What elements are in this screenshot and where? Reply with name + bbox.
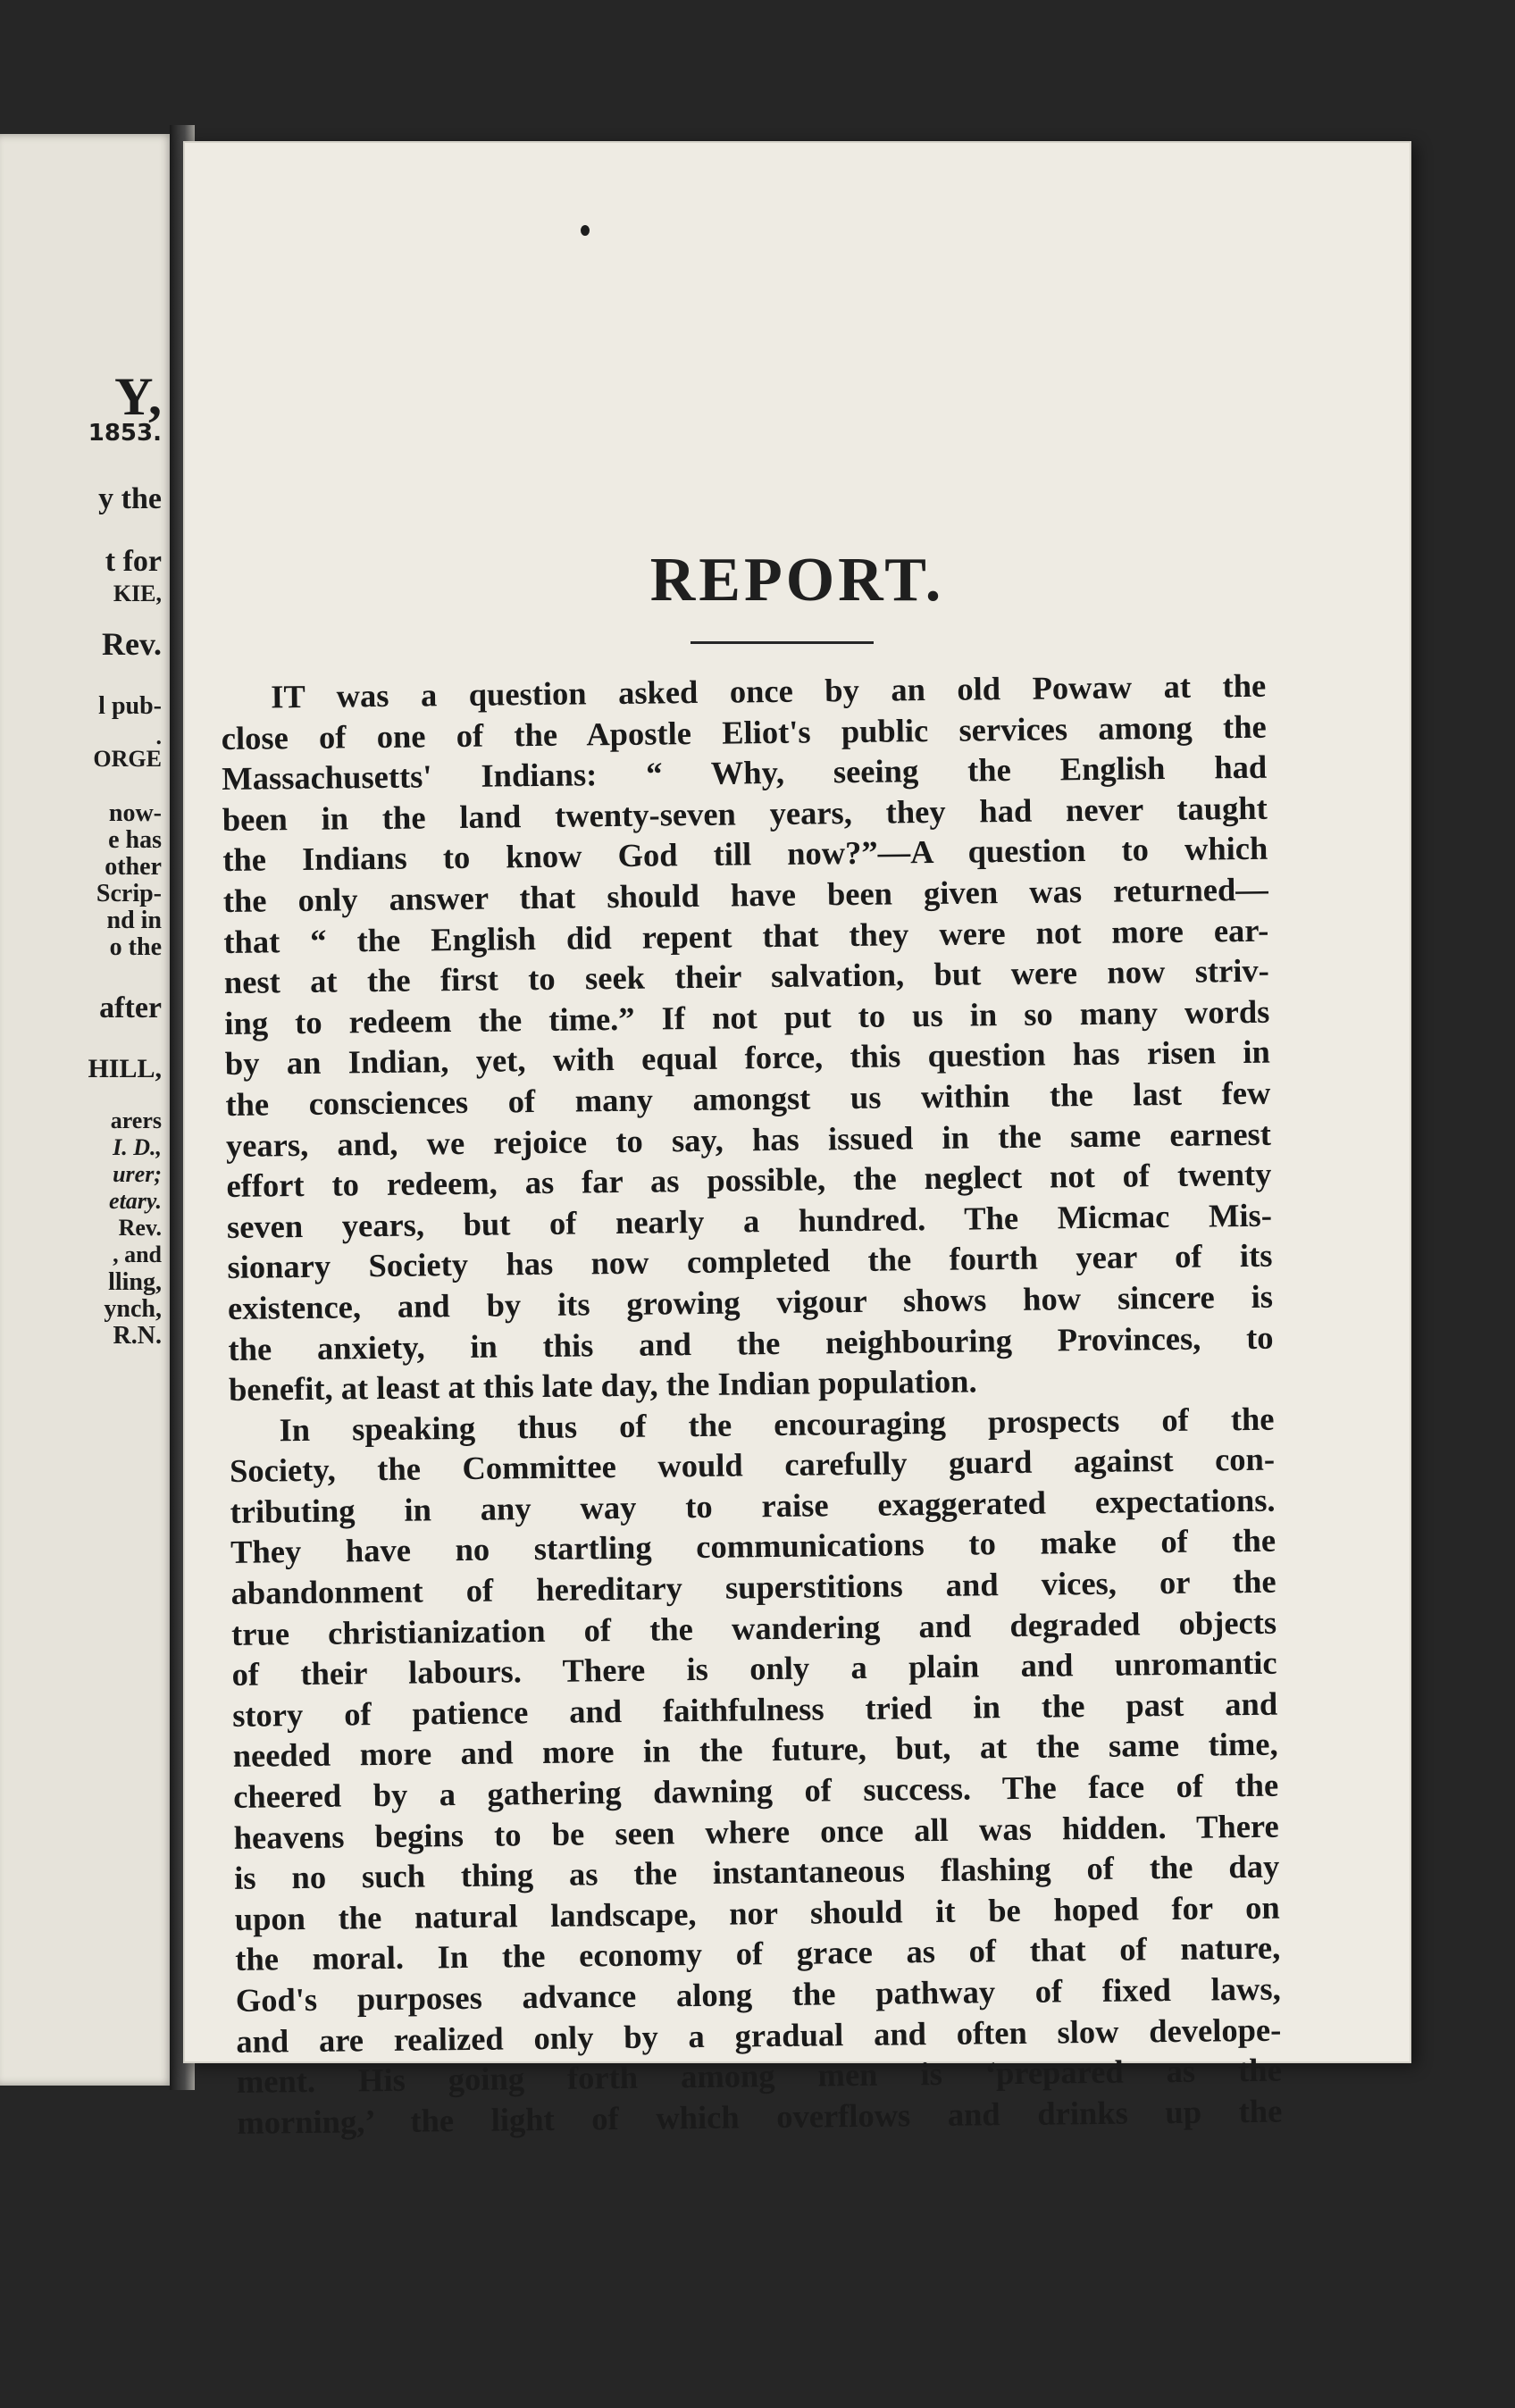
left-page-text-fragment: I. D., <box>113 1134 162 1160</box>
report-text-line: nest at the first to seek their salvation, but were now striv- <box>223 951 1270 1001</box>
left-page-text-fragment: now- <box>108 799 162 827</box>
report-text-line: In speaking thus of the encouraging prospects of the <box>279 1400 1275 1448</box>
report-text-line: ing to redeem the time.” If not put to us in so many words <box>224 992 1270 1041</box>
heading-rule <box>691 641 874 644</box>
report-text-line: upon the natural landscape, nor should it be hoped for on <box>234 1888 1280 1937</box>
left-page-text-fragment: Rev. <box>102 626 162 662</box>
report-text-line: and are realized only by a gradual and often slow develope- <box>236 2011 1282 2060</box>
report-text-line: years, and, we rejoice to say, has issued in the same earnest <box>225 1115 1272 1164</box>
left-page-text-fragment: nd in <box>106 907 162 934</box>
report-text-line: of their labours. There is only a plain and unromantic <box>231 1643 1277 1693</box>
report-text-line: effort to redeem, as far as possible, the neglect not of twenty <box>226 1155 1272 1205</box>
left-page-text-fragment: ynch, <box>104 1295 162 1323</box>
report-text-line: sionary Society has now completed the fourth year of its <box>227 1236 1273 1286</box>
report-text-line: IT was a question asked once by an old Powaw at the <box>271 666 1267 715</box>
left-page-text-fragment: after <box>99 991 162 1024</box>
report-text-line: benefit, at least at this late day, the Indian population. <box>228 1362 977 1409</box>
left-page-text-fragment: o the <box>109 933 162 961</box>
left-page-text-fragment: l pub- <box>98 692 162 720</box>
report-text-line: morning,’ the light of which overflows and drinks up the <box>237 2092 1283 2141</box>
left-page-text-fragment: 1853. <box>88 420 162 447</box>
left-page-text-fragment: e has <box>108 826 162 854</box>
report-text-line: Massachusetts' Indians: “ Why, seeing the English had <box>222 748 1268 798</box>
report-text-line: ment. His going forth among men is ‘prepared as the <box>236 2051 1282 2101</box>
report-body <box>221 665 1283 2144</box>
left-page-text-fragment: other <box>105 853 162 881</box>
left-page-text-fragment: . <box>155 723 162 749</box>
report-page <box>183 141 1411 2141</box>
report-text-line: the anxiety, in this and the neighbouring Provinces, to <box>228 1318 1274 1367</box>
left-page-text-fragment: KIE, <box>113 581 162 606</box>
report-text-line: the Indians to know God till now?”—A question to which <box>222 830 1268 879</box>
report-text-line: is no such thing as the instantaneous flashing of the day <box>234 1847 1280 1897</box>
left-page-text-fragment: R.N. <box>113 1322 162 1350</box>
left-page-text-fragment: Scrip- <box>96 880 162 907</box>
report-text-line: the consciences of many amongst us within the last few <box>225 1074 1271 1123</box>
left-page-fragment <box>0 134 174 2086</box>
report-text-line: close of one of the Apostle Eliot's public services among the <box>221 707 1267 757</box>
report-text-line: existence, and by its growing vigour shows how sincere is <box>227 1277 1274 1326</box>
report-heading: REPORT. <box>649 546 945 615</box>
left-page-text-fragment: arers <box>110 1108 162 1133</box>
left-page-text-fragment: t for <box>105 545 162 578</box>
report-text-line: abandonment of hereditary superstitions and vices, or the <box>230 1562 1276 1611</box>
left-page-text-fragment: lling, <box>108 1268 162 1296</box>
report-text-line: the moral. In the economy of grace as of that of nature, <box>235 1929 1281 1978</box>
report-text-line: cheered by a gathering dawning of success. The face of the <box>232 1766 1279 1815</box>
report-text-line: tributing in any way to raise exaggerated expectations. <box>230 1481 1276 1530</box>
left-page-text-fragment: , and <box>113 1242 162 1267</box>
report-text-line: that “ the English did repent that they were not more ear- <box>223 911 1269 960</box>
report-text-line: been in the land twenty-seven years, they had never taught <box>222 789 1268 838</box>
report-text-line: They have no startling communications to make of the <box>230 1522 1276 1571</box>
report-text-line: the only answer that should have been given was returned— <box>222 870 1268 919</box>
left-page-text-fragment: ORGE <box>93 746 162 772</box>
report-text-line: by an Indian, yet, with equal force, this question has risen in <box>224 1033 1271 1083</box>
ink-speck <box>581 225 590 236</box>
report-text-line: story of patience and faithfulness tried in the past and <box>231 1685 1278 1734</box>
left-page-text-fragment: y the <box>98 482 162 515</box>
left-page-text-fragment: urer; <box>113 1161 162 1187</box>
left-page-text-fragment: HILL, <box>88 1054 162 1083</box>
report-text-line: needed more and more in the future, but, at the same time, <box>232 1726 1278 1775</box>
report-text-line: true christianization of the wandering and degraded objects <box>230 1603 1277 1652</box>
left-page-text-fragment: etary. <box>109 1188 162 1214</box>
report-text-line: God's purposes advance along the pathway of fixed laws, <box>235 1969 1281 2019</box>
report-text-line: heavens begins to be seen where once all was hidden. There <box>233 1807 1279 1856</box>
left-page-text-fragment: Y, <box>114 367 162 426</box>
report-text-line: seven years, but of nearly a hundred. The Micmac Mis- <box>226 1196 1273 1245</box>
report-text-line: Society, the Committee would carefully guard against con- <box>229 1440 1276 1490</box>
left-page-text-fragment: Rev. <box>118 1215 162 1241</box>
